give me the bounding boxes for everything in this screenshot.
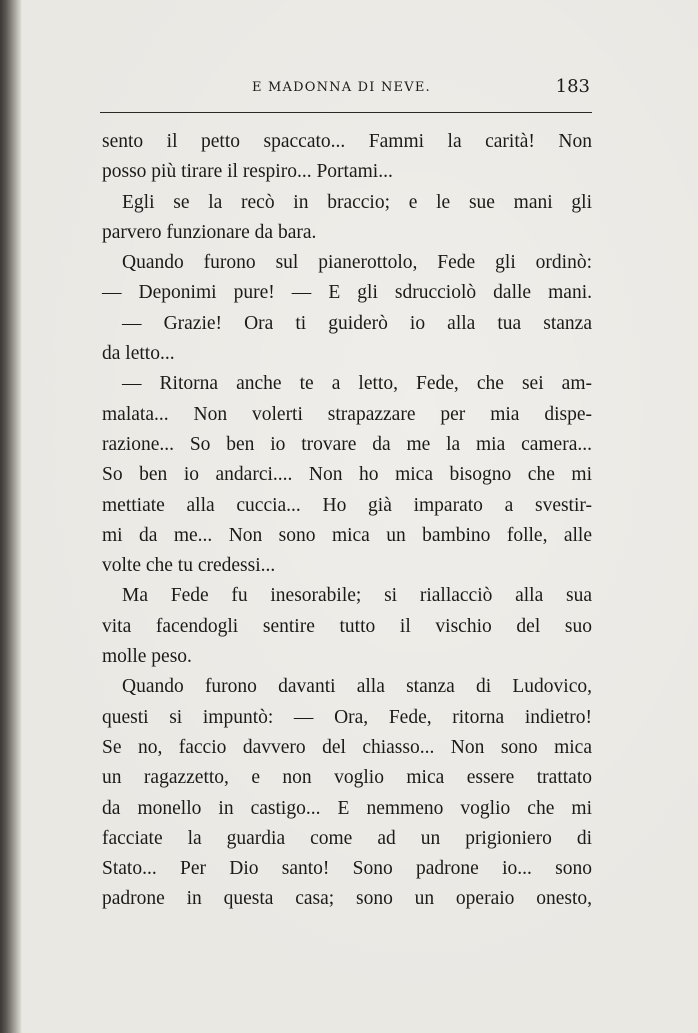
text-line: Quando furono davanti alla stanza di Ludovico, xyxy=(122,676,592,698)
text-line: parvero funzionare da bara. xyxy=(102,221,317,243)
text-line: padrone in questa casa; sono un operaio onesto, xyxy=(102,888,592,910)
text-line: mi da me... Non sono mica un bambino folle, alle xyxy=(102,524,592,546)
body-text xyxy=(102,127,592,915)
text-line: sento il petto spaccato... Fammi la carità! Non xyxy=(102,131,592,152)
text-line: molle peso. xyxy=(102,646,192,668)
text-line: Ma Fede fu inesorabile; si riallacciò alla sua xyxy=(122,585,592,607)
text-line: vita facendogli sentire tutto il vischio del suo xyxy=(102,615,592,637)
text-line: razione... So ben io trovare da me la mia camera... xyxy=(102,433,592,455)
text-line: — Ritorna anche te a letto, Fede, che sei am- xyxy=(122,373,592,395)
book-binding-edge xyxy=(0,0,22,1033)
text-line: mettiate alla cuccia... Ho già imparato a svestir- xyxy=(102,494,592,516)
page-number: 183 xyxy=(555,76,590,97)
text-line: Stato... Per Dio santo! Sono padrone io... sono xyxy=(102,858,592,880)
text-line: — Deponimi pure! — E gli sdrucciolò dalle mani. xyxy=(102,282,592,304)
text-line: un ragazzetto, e non voglio mica essere trattato xyxy=(102,767,592,789)
header-rule xyxy=(100,112,592,113)
text-line: malata... Non volerti strapazzare per mia dispe- xyxy=(102,403,592,425)
text-line: posso più tirare il respiro... Portami... xyxy=(102,161,393,183)
running-head: E MADONNA DI NEVE. xyxy=(252,80,431,95)
text-line: Se no, faccio davvero del chiasso... Non sono mica xyxy=(102,736,592,758)
text-line: — Grazie! Ora ti guiderò io alla tua stanza xyxy=(122,312,592,334)
text-line: da letto... xyxy=(102,343,175,365)
text-line: volte che tu credessi... xyxy=(102,555,276,577)
text-line: Quando furono sul pianerottolo, Fede gli ordinò: xyxy=(122,252,592,274)
text-line: facciate la guardia come ad un prigioniero di xyxy=(102,827,592,849)
page-header xyxy=(100,76,592,102)
text-line: questi si impuntò: — Ora, Fede, ritorna indietro! xyxy=(102,706,592,728)
text-line: So ben io andarci.... Non ho mica bisogno che mi xyxy=(102,464,592,486)
text-line: da monello in castigo... E nemmeno voglio che mi xyxy=(102,797,592,819)
text-line: Egli se la recò in braccio; e le sue mani gli xyxy=(122,191,592,213)
